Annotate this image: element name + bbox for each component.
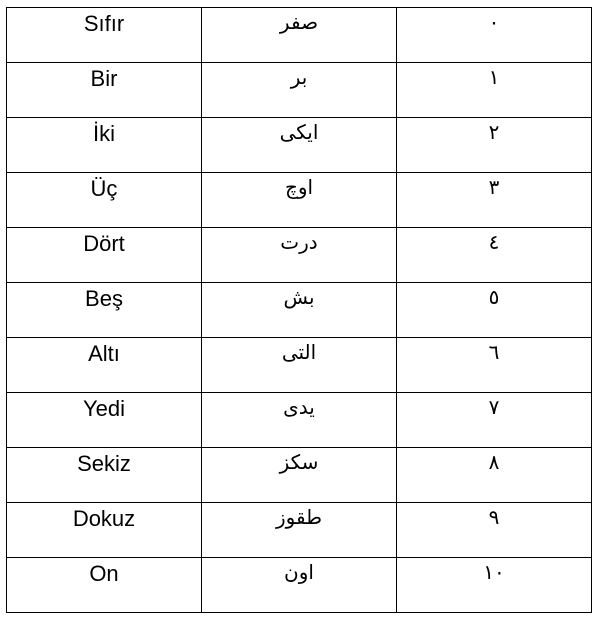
arabic-digit: ٥ bbox=[488, 285, 500, 309]
ottoman-cell bbox=[202, 448, 397, 503]
ottoman-word: درت bbox=[280, 230, 318, 254]
latin-cell bbox=[7, 393, 202, 448]
ottoman-cell bbox=[202, 558, 397, 613]
digit-cell bbox=[397, 393, 592, 448]
ottoman-cell bbox=[202, 8, 397, 63]
ottoman-word: اوچ bbox=[284, 175, 314, 199]
arabic-digit: ٩ bbox=[488, 505, 500, 529]
digit-cell bbox=[397, 173, 592, 228]
digit-cell bbox=[397, 63, 592, 118]
ottoman-cell bbox=[202, 173, 397, 228]
table-row bbox=[7, 173, 592, 228]
ottoman-word: التی bbox=[281, 340, 317, 364]
digit-cell bbox=[397, 338, 592, 393]
arabic-digit: ٢ bbox=[488, 120, 500, 144]
ottoman-cell bbox=[202, 393, 397, 448]
latin-cell bbox=[7, 63, 202, 118]
digit-cell bbox=[397, 503, 592, 558]
latin-cell bbox=[7, 338, 202, 393]
ottoman-cell bbox=[202, 503, 397, 558]
arabic-digit: ٧ bbox=[488, 395, 500, 419]
latin-word: Sıfır bbox=[83, 11, 125, 36]
digit-cell bbox=[397, 118, 592, 173]
latin-cell bbox=[7, 118, 202, 173]
table-row bbox=[7, 503, 592, 558]
latin-word: Dokuz bbox=[72, 506, 136, 531]
latin-word: Sekiz bbox=[77, 451, 131, 476]
table-row bbox=[7, 8, 592, 63]
ottoman-word: یدی bbox=[283, 395, 315, 419]
numbers-table bbox=[6, 7, 592, 613]
latin-cell bbox=[7, 283, 202, 338]
table-row bbox=[7, 338, 592, 393]
numbers-table-body bbox=[7, 8, 592, 613]
table-row bbox=[7, 393, 592, 448]
ottoman-word: بش bbox=[283, 285, 315, 309]
latin-cell bbox=[7, 173, 202, 228]
latin-word: Dört bbox=[83, 231, 125, 256]
table-row bbox=[7, 63, 592, 118]
latin-word: Yedi bbox=[82, 396, 125, 421]
ottoman-cell bbox=[202, 118, 397, 173]
arabic-digit: ٣ bbox=[488, 175, 500, 199]
table-row bbox=[7, 118, 592, 173]
ottoman-word: اون bbox=[284, 560, 314, 584]
latin-word: Bir bbox=[90, 66, 118, 91]
digit-cell bbox=[397, 558, 592, 613]
digit-cell bbox=[397, 448, 592, 503]
latin-cell bbox=[7, 558, 202, 613]
ottoman-cell bbox=[202, 338, 397, 393]
latin-cell bbox=[7, 8, 202, 63]
latin-word: İki bbox=[93, 121, 115, 146]
digit-cell bbox=[397, 8, 592, 63]
latin-cell bbox=[7, 448, 202, 503]
arabic-digit: ١ bbox=[488, 65, 500, 89]
ottoman-word: طقوز bbox=[275, 505, 323, 529]
arabic-digit: ٨ bbox=[488, 450, 500, 474]
arabic-digit: ٤ bbox=[488, 230, 500, 254]
ottoman-word: بر bbox=[290, 65, 308, 89]
table-row bbox=[7, 283, 592, 338]
table-row bbox=[7, 558, 592, 613]
arabic-digit: ٠ bbox=[488, 10, 500, 34]
ottoman-word: ایکی bbox=[279, 120, 319, 144]
latin-word: On bbox=[89, 561, 119, 586]
table-row bbox=[7, 228, 592, 283]
latin-word: Altı bbox=[88, 341, 120, 366]
latin-word: Üç bbox=[90, 176, 118, 201]
table-row bbox=[7, 448, 592, 503]
ottoman-cell bbox=[202, 228, 397, 283]
latin-cell bbox=[7, 228, 202, 283]
ottoman-cell bbox=[202, 283, 397, 338]
ottoman-cell bbox=[202, 63, 397, 118]
digit-cell bbox=[397, 228, 592, 283]
latin-word: Beş bbox=[85, 286, 123, 311]
arabic-digit: ٦ bbox=[488, 340, 500, 364]
arabic-digit: ١٠ bbox=[483, 560, 505, 584]
ottoman-word: صفر bbox=[279, 10, 319, 34]
ottoman-word: سکز bbox=[279, 450, 319, 474]
digit-cell bbox=[397, 283, 592, 338]
latin-cell bbox=[7, 503, 202, 558]
